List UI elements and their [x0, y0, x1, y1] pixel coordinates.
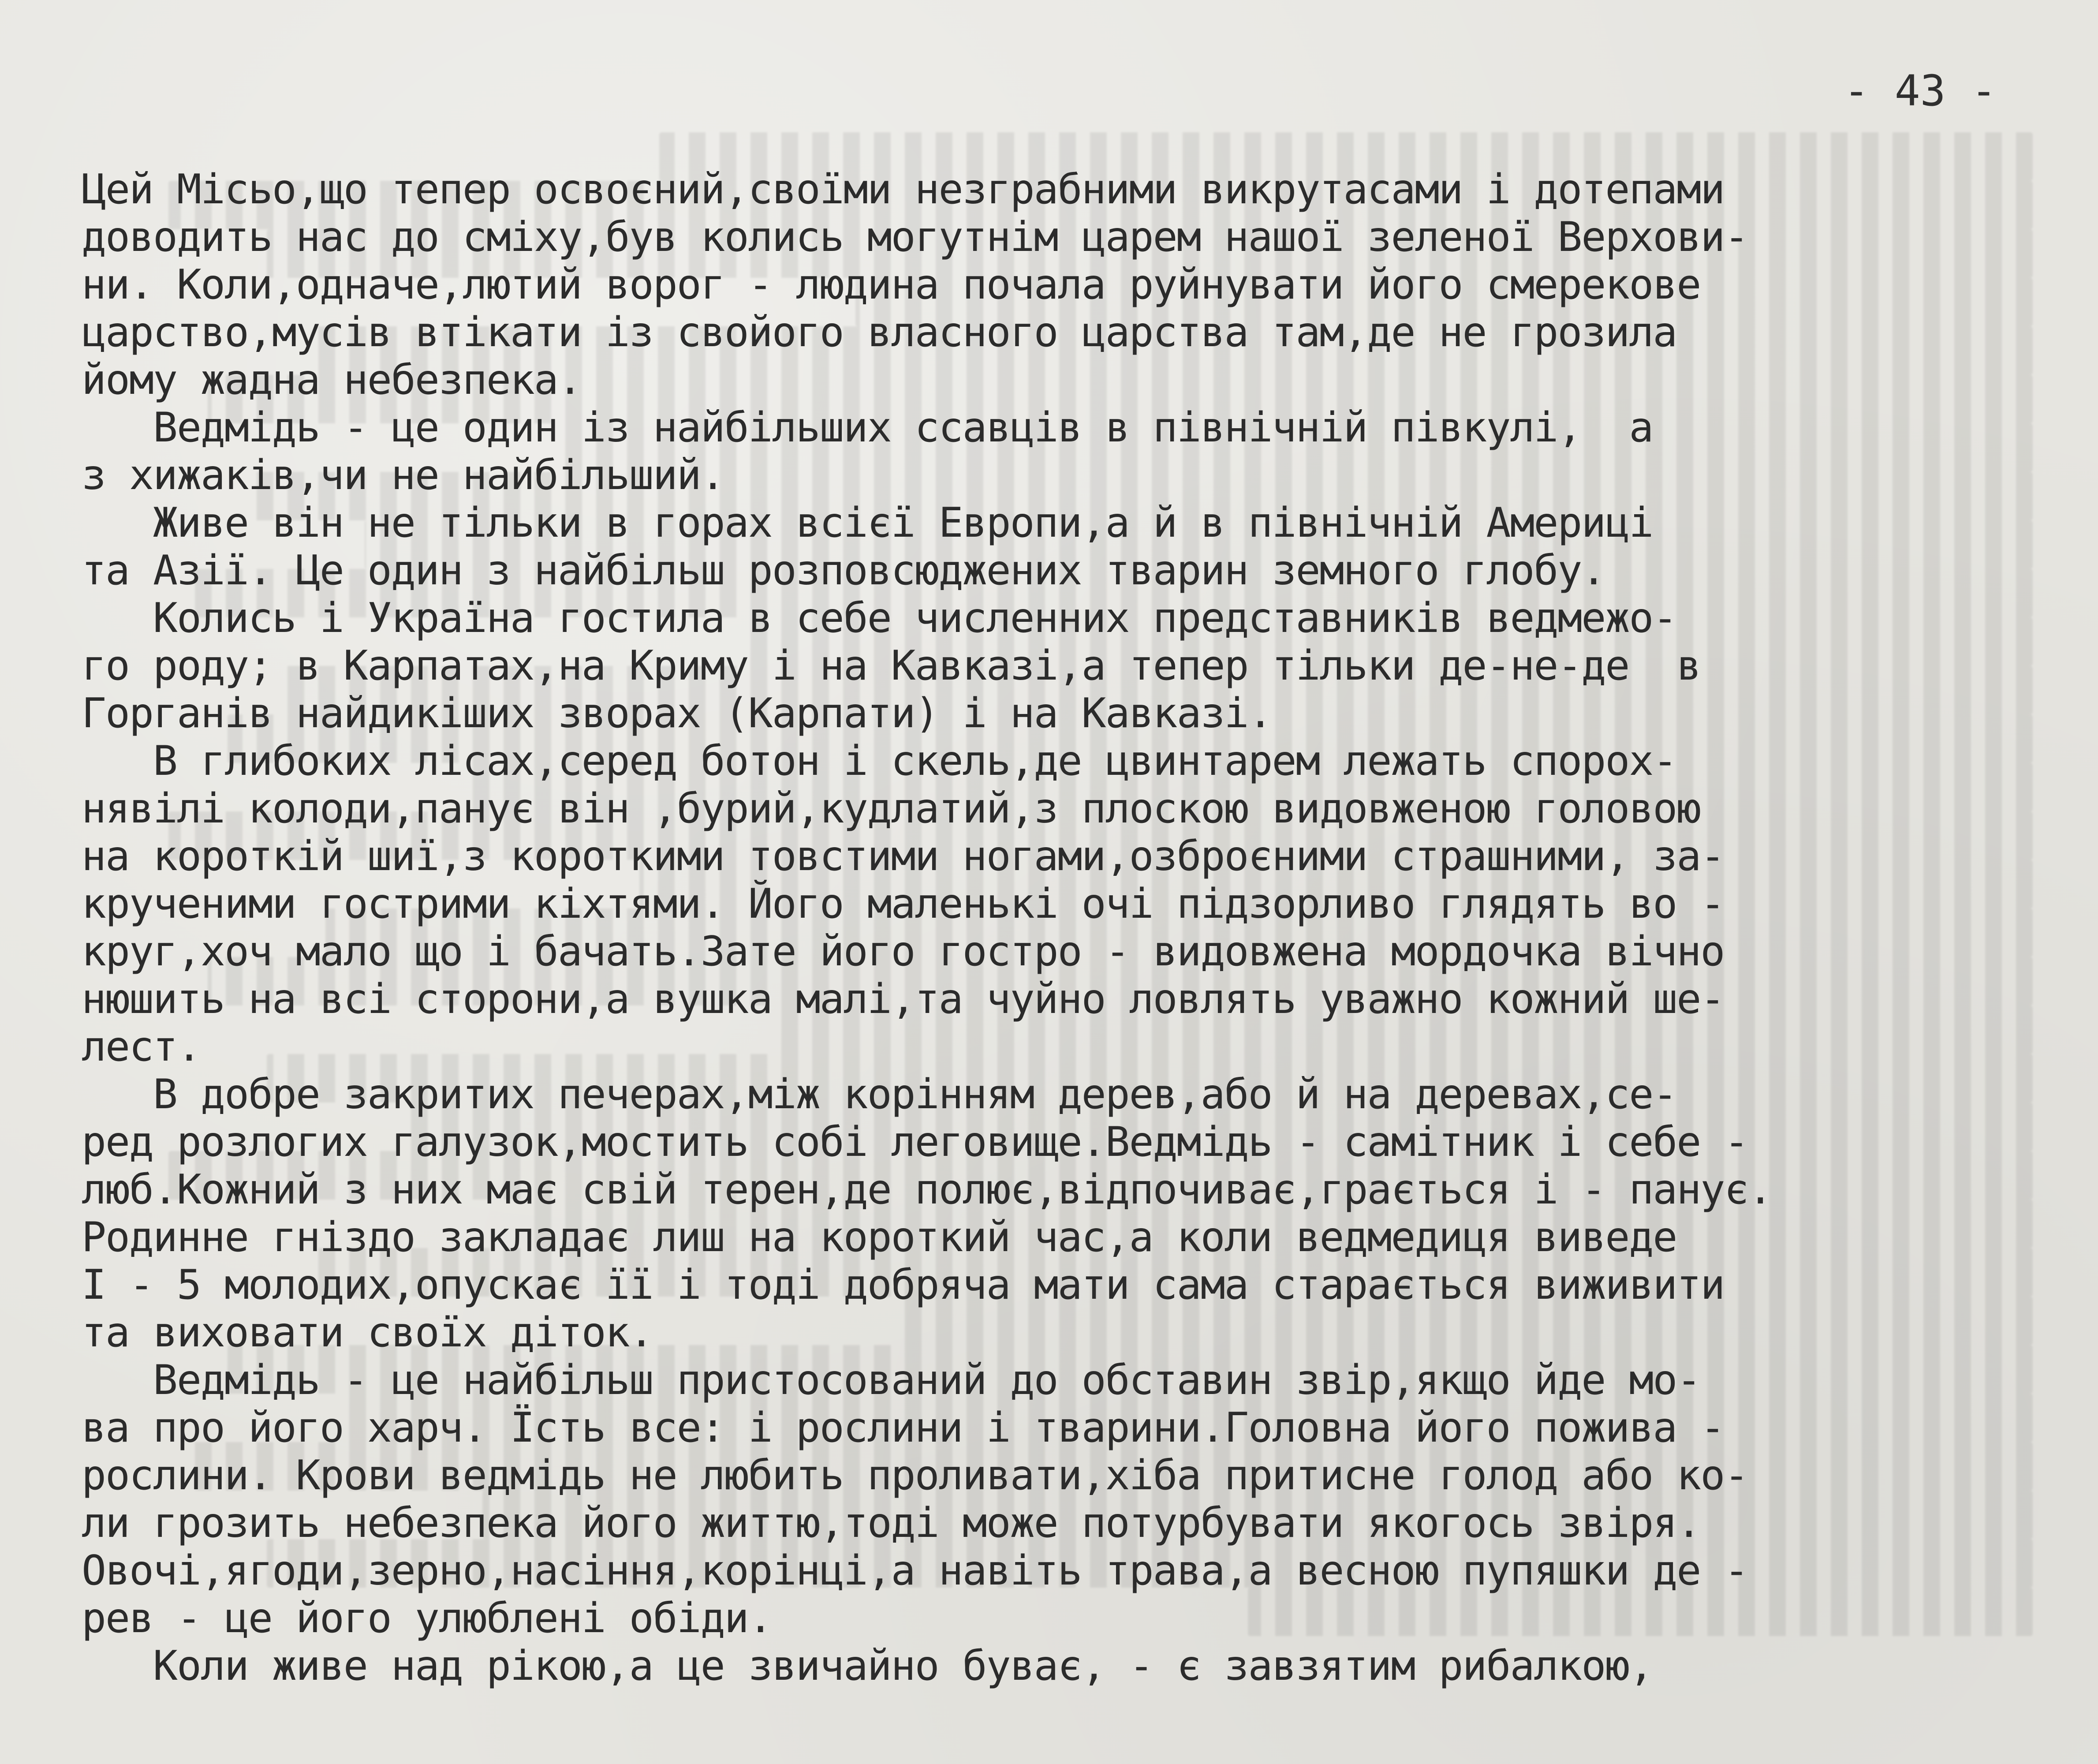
text-line: з хижаків,чи не найбільший. [82, 451, 724, 499]
document-body [82, 165, 2031, 1689]
text-line: рослини. Крови ведмідь не любить проливати,хіба притисне голод або ко- [82, 1451, 1748, 1499]
text-line: ли грозить небезпека його життю,тоді може потурбувати якогось звіря. [82, 1499, 1701, 1547]
text-line: лест. [82, 1023, 201, 1070]
text-line: Цей Місьо,що тепер освоєний,своїми незграбними викрутасами і дотепами [82, 165, 1725, 213]
text-line: В глибоких лісах,серед ботон і скель,де цвинтарем лежать спорох- [82, 737, 1677, 785]
text-line: люб.Кожний з них має свій терен,де полює,відпочиває,грається і - панує. [82, 1166, 1772, 1213]
text-line: Коли живе над рікою,а це звичайно буває, - є завзятим рибалкою, [82, 1642, 1653, 1689]
text-line: на короткій шиї,з короткими товстими ногами,озброєними страшними, за- [82, 832, 1725, 880]
text-line: I - 5 молодих,опускає її і тоді добряча мати сама старається виживити [82, 1261, 1725, 1308]
text-line: В добре закритих печерах,між корінням дерев,або й на деревах,се- [82, 1070, 1677, 1118]
text-line: доводить нас до сміху,був колись могутнім царем нашої зеленої Верхови- [82, 213, 1748, 261]
text-line: Овочі,ягоди,зерно,насіння,корінці,а навіть трава,а весною пупяшки де - [82, 1547, 1748, 1594]
text-line: Живе він не тільки в горах всієї Европи,а й в північній Америці [82, 499, 1653, 546]
text-line: крученими гострими кіхтями. Його маленькі очі підзорливо глядять во - [82, 880, 1725, 927]
text-line: нюшить на всі сторони,а вушка малі,та чуйно ловлять уважно кожний ше- [82, 975, 1725, 1023]
text-line: ни. Коли,одначе,лютий ворог - людина почала руйнувати його смерекове [82, 261, 1701, 308]
text-line: рев - це його улюблені обіди. [82, 1594, 772, 1642]
text-line: Ведмідь - це найбільш пристосований до обставин звір,якщо йде мо- [82, 1356, 1701, 1404]
text-line: Родинне гніздо закладає лиш на короткий час,а коли ведмедиця виведе [82, 1213, 1677, 1261]
text-line: нявілі колоди,панує він ,бурий,кудлатий,з плоскою видовженою головою [82, 785, 1701, 832]
text-line: Ведмідь - це один із найбільших ссавців в північній півкулі, а [82, 404, 1653, 451]
page-number: - 43 - [1844, 66, 1997, 116]
text-line: Горганів найдикіших зворах (Карпати) і на Кавказі. [82, 689, 1272, 737]
text-line: ва про його харч. Їсть все: і рослини і тварини.Головна його пожива - [82, 1404, 1725, 1451]
text-line: та Азії. Це один з найбільш розповсюджених тварин земного глобу. [82, 546, 1605, 594]
text-line: Колись і Україна гостила в себе численних представників ведмежо- [82, 594, 1677, 642]
text-line: царство,мусів втікати із свойого власного царства там,де не грозила [82, 308, 1677, 356]
text-line: та виховати своїх діток. [82, 1308, 653, 1356]
text-line: ред розлогих галузок,мостить собі леговище.Ведмідь - самітник і себе - [82, 1118, 1748, 1166]
text-line: круг,хоч мало що і бачать.Зате його гостро - видовжена мордочка вічно [82, 927, 1725, 975]
text-line: йому жадна небезпека. [82, 356, 582, 404]
text-line: го роду; в Карпатах,на Криму і на Кавказі,а тепер тільки де-не-де в [82, 642, 1701, 689]
